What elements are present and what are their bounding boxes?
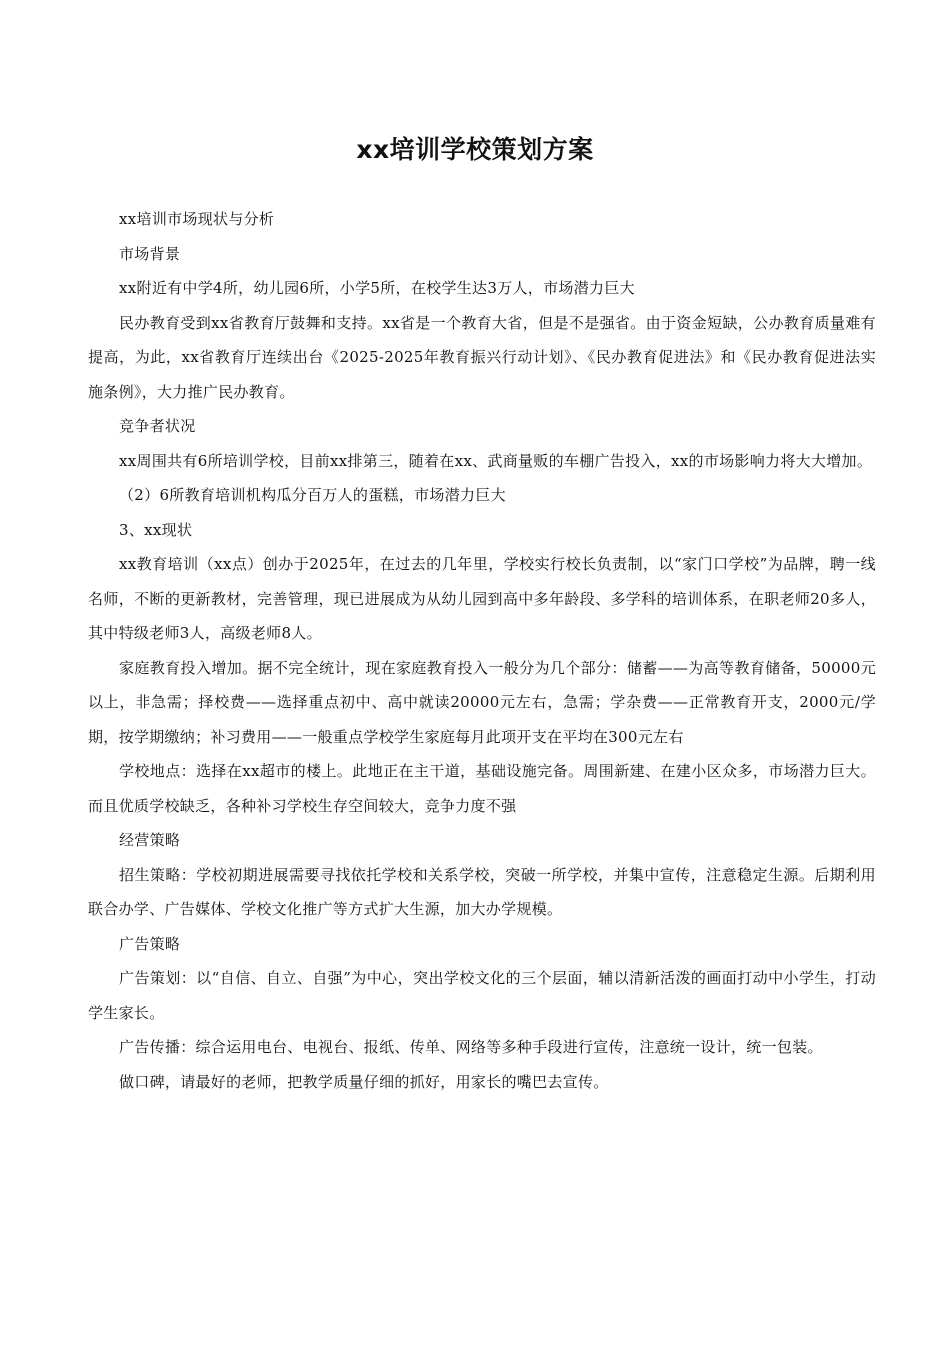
paragraph-school-location: 学校地点：选择在xx超市的楼上。此地正在主干道，基础设施完备。周围新建、在建小区众多，市场潜力巨大。而且优质学校缺乏，各种补习学校生存空间较大，竞争力度不强	[88, 762, 876, 815]
paragraph-enrollment-strategy: 招生策略：学校初期进展需要寻找依托学校和关系学校，突破一所学校，并集中宣传，注意稳定生源。后期利用联合办学、广告媒体、学校文化推广等方式扩大生源，加大办学规模。	[88, 865, 876, 918]
paragraph-market-share: （2）6所教育培训机构瓜分百万人的蛋糕，市场潜力巨大	[119, 486, 506, 504]
document-title: xx培训学校策划方案	[356, 135, 594, 164]
paragraph-school-count: xx附近有中学4所，幼儿园6所，小学5所，在校学生达3万人，市场潜力巨大	[119, 279, 635, 297]
paragraph-family-investment: 家庭教育投入增加。据不完全统计，现在家庭教育投入一般分为几个部分：储蓄——为高等教育储备，50000元以上，非急需；择校费——选择重点初中、高中就读20000元左右，急需；学杂费——正常教育开支，2000元/学期，按学期缴纳；补习费用——一般重点学校学生家庭每月此项开支在平均在300元左右	[88, 658, 876, 746]
section-heading-business-strategy: 经营策略	[119, 831, 181, 849]
paragraph-competitors: xx周围共有6所培训学校，目前xx排第三，随着在xx、武商量贩的车棚广告投入，xx的市场影响力将大大增加。	[119, 451, 873, 470]
paragraph-school-history: xx教育培训（xx点）创办于2025年，在过去的几年里，学校实行校长负责制，以“家门口学校”为品牌，聘一线名师，不断的更新教材，完善管理，现已进展成为从幼儿园到高中多年龄段、多学科的培训体系，在职老师20多人，其中特级老师3人，高级老师8人。	[88, 555, 876, 642]
section-heading-market-background: 市场背景	[119, 244, 181, 263]
paragraph-advertising-channels: 广告传播：综合运用电台、电视台、报纸、传单、网络等多种手段进行宣传，注意统一设计，统一包装。	[119, 1038, 823, 1056]
document-body	[88, 202, 876, 1099]
section-heading-market-analysis: xx培训市场现状与分析	[119, 210, 275, 228]
paragraph-advertising-plan: 广告策划：以“自信、自立、自强”为中心，突出学校文化的三个层面，辅以清新活泼的画面打动中小学生，打动学生家长。	[88, 969, 876, 1022]
section-heading-advertising-strategy: 广告策略	[119, 934, 181, 953]
paragraph-word-of-mouth: 做口碑，请最好的老师，把教学质量仔细的抓好，用家长的嘴巴去宣传。	[119, 1072, 609, 1091]
section-heading-competitors: 竞争者状况	[119, 417, 196, 435]
paragraph-private-education: 民办教育受到xx省教育厅鼓舞和支持。xx省是一个教育大省，但是不是强省。由于资金短缺，公办教育质量难有提高，为此，xx省教育厅连续出台《2025-2025年教育振兴行动计划》、《民办教育促进法》和《民办教育促进法实施条例》，大力推广民办教育。	[88, 313, 876, 401]
section-heading-current-status: 3、xx现状	[119, 520, 193, 539]
